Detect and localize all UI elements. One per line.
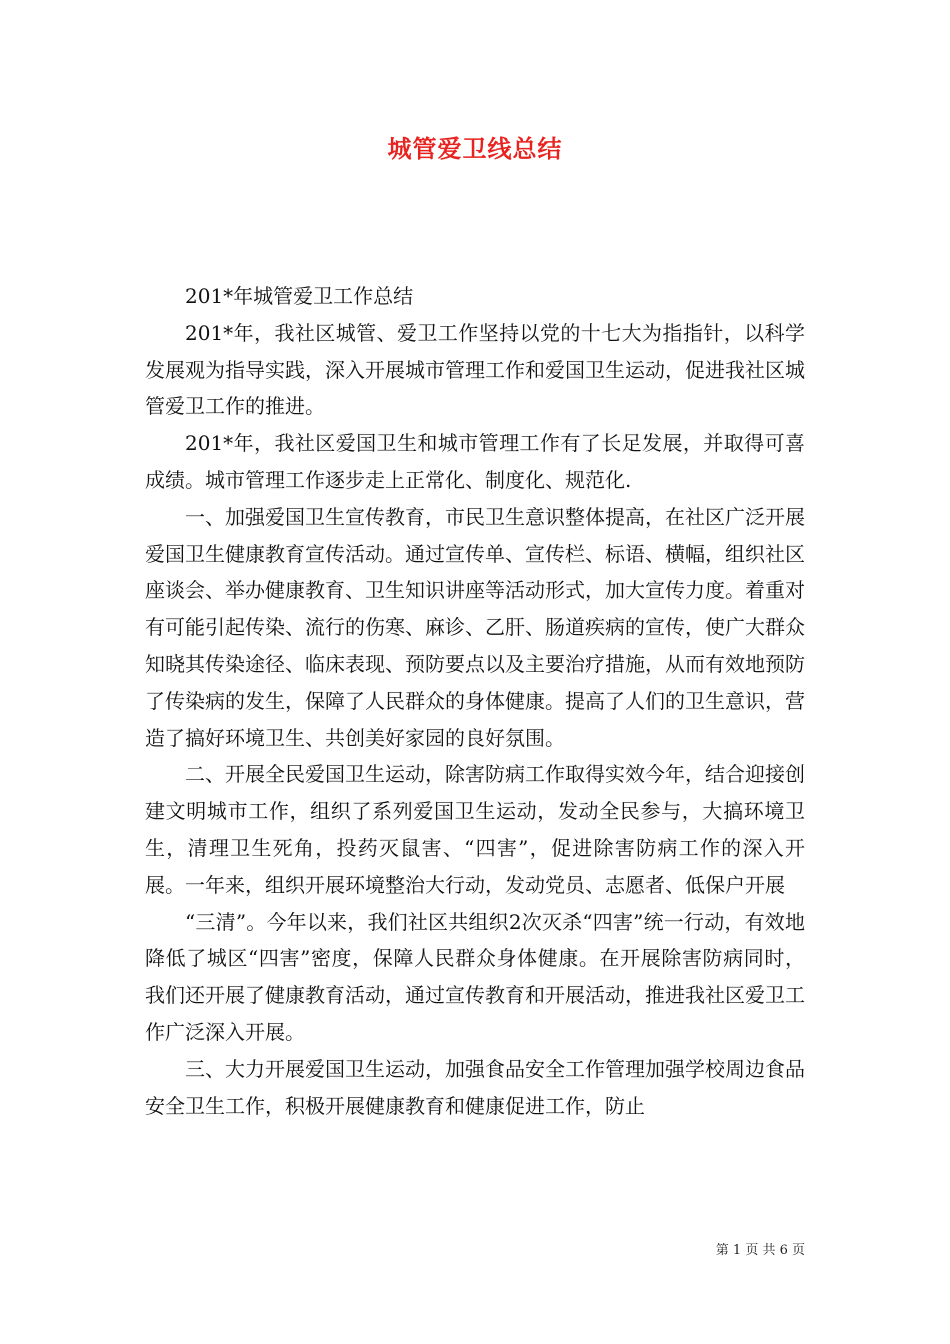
paragraph-section-one: 一、加强爱国卫生宣传教育，市民卫生意识整体提高，在社区广泛开展爱国卫生健康教育宣传活动。通过宣传单、宣传栏、标语、横幅，组织社区座谈会、举办健康教育、卫生知识讲座等活动形式，加大宣传力度。着重对有可能引起传染、流行的伤寒、麻诊、乙肝、肠道疾病的宣传，使广大群众知晓其传染途径、临床表现、预防要点以及主要治疗措施，从而有效地预防了传染病的发生，保障了人民群众的身体健康。提高了人们的卫生意识，营造了搞好环境卫生、共创美好家园的良好氛围。 (145, 504, 805, 750)
paragraph-section-three: 三、大力开展爱国卫生运动，加强食品安全工作管理加强学校周边食品安全卫生工作，积极开展健康教育和健康促进工作，防止 (145, 1056, 805, 1118)
paragraph-section-two: 二、开展全民爱国卫生运动，除害防病工作取得实效今年，结合迎接创建文明城市工作，组织了系列爱国卫生运动，发动全民参与，大搞环境卫生，清理卫生死角，投药灭鼠害、“四害”，促进除害防病工作的深入开展。一年来，组织开展环境整治大行动，发动党员、志愿者、低保户开展 (145, 762, 805, 897)
document-body (145, 278, 805, 1124)
paragraph-subtitle: 201*年城管爱卫工作总结 (185, 284, 414, 308)
paragraph-section-two-continued: “三清”。今年以来，我们社区共组织2次灭杀“四害”统一行动，有效地降低了城区“四害”密度，保障人民群众身体健康。在开展除害防病同时，我们还开展了健康教育活动，通过宣传教育和开展活动，推进我社区爱卫工作广泛深入开展。 (145, 909, 805, 1044)
paragraph-intro: 201*年，我社区城管、爱卫工作坚持以党的十七大为指指针，以科学发展观为指导实践，深入开展城市管理工作和爱国卫生运动，促进我社区城管爱卫工作的推进。 (145, 320, 805, 419)
document-title: 城管爱卫线总结 (387, 134, 563, 163)
paragraph-achievements: 201*年，我社区爱国卫生和城市管理工作有了长足发展，并取得可喜成绩。城市管理工作逐步走上正常化、制度化、规范化. (145, 431, 805, 492)
page-number-footer: 第 1 页 共 6 页 (715, 1243, 805, 1258)
